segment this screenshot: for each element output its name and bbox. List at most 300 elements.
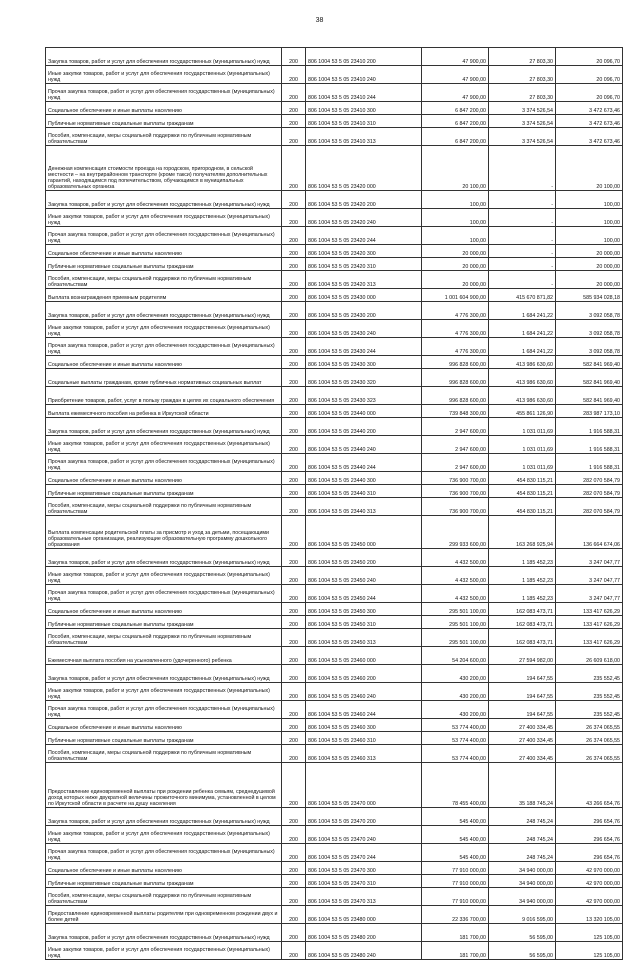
row-remainder-cell: 100,00 (556, 191, 623, 209)
row-code-cell: 200 (282, 732, 306, 745)
row-executed-cell: - (489, 146, 556, 191)
row-kbk-cell: 806 1004 53 5 05 23430 240 (306, 320, 422, 338)
row-name-cell: Публичные нормативные социальные выплаты гражданам (46, 875, 282, 888)
row-remainder-cell: 3 472 673,46 (556, 102, 623, 115)
row-code-cell: 200 (282, 102, 306, 115)
row-assigned-cell: 22 336 700,00 (422, 906, 489, 924)
table-row (46, 498, 623, 516)
row-code-cell: 200 (282, 862, 306, 875)
row-executed-cell: 413 986 630,60 (489, 356, 556, 369)
row-assigned-cell: 2 947 600,00 (422, 436, 489, 454)
row-executed-cell: 455 861 126,90 (489, 405, 556, 418)
row-remainder-cell: 3 247 047,77 (556, 549, 623, 567)
row-assigned-cell: 6 847 200,00 (422, 128, 489, 146)
row-assigned-cell: 78 455 400,00 (422, 763, 489, 808)
row-remainder-cell: 42 970 000,00 (556, 888, 623, 906)
row-name-cell: Пособия, компенсации, меры социальной поддержки по публичным нормативным обязательствам (46, 888, 282, 906)
row-name-cell: Закупка товаров, работ и услуг для обеспечения государственных (муниципальных) нужд (46, 665, 282, 683)
row-code-cell: 200 (282, 387, 306, 405)
row-code-cell: 200 (282, 808, 306, 826)
row-kbk-cell: 806 1004 53 5 05 23450 200 (306, 549, 422, 567)
table-row (46, 862, 623, 875)
row-kbk-cell: 806 1004 53 5 05 23480 000 (306, 906, 422, 924)
row-name-cell: Социальное обеспечение и иные выплаты населению (46, 719, 282, 732)
row-name-cell: Закупка товаров, работ и услуг для обеспечения государственных (муниципальных) нужд (46, 418, 282, 436)
row-kbk-cell: 806 1004 53 5 05 23480 240 (306, 942, 422, 960)
row-assigned-cell: 2 947 600,00 (422, 418, 489, 436)
row-name-cell: Иные закупки товаров, работ и услуг для обеспечения государственных (муниципальных) нужд (46, 436, 282, 454)
row-remainder-cell: 100,00 (556, 227, 623, 245)
table-row (46, 191, 623, 209)
row-assigned-cell: 20 100,00 (422, 146, 489, 191)
row-remainder-cell: 20 096,70 (556, 48, 623, 66)
row-name-cell: Прочая закупка товаров, работ и услуг для обеспечения государственных (муниципальных) нужд (46, 227, 282, 245)
row-remainder-cell: 20 096,70 (556, 66, 623, 84)
row-kbk-cell: 806 1004 53 5 05 23480 200 (306, 924, 422, 942)
row-remainder-cell: 13 320 105,00 (556, 906, 623, 924)
row-kbk-cell: 806 1004 53 5 05 23450 240 (306, 567, 422, 585)
row-remainder-cell: 296 654,76 (556, 844, 623, 862)
table-row (46, 48, 623, 66)
row-assigned-cell: 4 776 300,00 (422, 320, 489, 338)
row-kbk-cell: 806 1004 53 5 05 23440 313 (306, 498, 422, 516)
row-name-cell: Пособия, компенсации, меры социальной поддержки по публичным нормативным обязательствам (46, 271, 282, 289)
row-kbk-cell: 806 1004 53 5 05 23430 320 (306, 369, 422, 387)
row-remainder-cell: 282 070 584,79 (556, 485, 623, 498)
row-name-cell: Закупка товаров, работ и услуг для обеспечения государственных (муниципальных) нужд (46, 191, 282, 209)
row-code-cell: 200 (282, 485, 306, 498)
row-remainder-cell: 136 664 674,06 (556, 516, 623, 549)
row-name-cell: Закупка товаров, работ и услуг для обеспечения государственных (муниципальных) нужд (46, 48, 282, 66)
table-row (46, 115, 623, 128)
row-kbk-cell: 806 1004 53 5 05 23410 310 (306, 115, 422, 128)
row-assigned-cell: 430 200,00 (422, 701, 489, 719)
row-kbk-cell: 806 1004 53 5 05 23420 310 (306, 258, 422, 271)
row-code-cell: 200 (282, 826, 306, 844)
row-kbk-cell: 806 1004 53 5 05 23420 000 (306, 146, 422, 191)
row-kbk-cell: 806 1004 53 5 05 23410 240 (306, 66, 422, 84)
row-kbk-cell: 806 1004 53 5 05 23450 310 (306, 616, 422, 629)
row-kbk-cell: 806 1004 53 5 05 23430 300 (306, 356, 422, 369)
table-row (46, 271, 623, 289)
row-executed-cell: 1 031 011,69 (489, 418, 556, 436)
table-row (46, 647, 623, 665)
row-remainder-cell: 43 266 654,76 (556, 763, 623, 808)
row-code-cell: 200 (282, 146, 306, 191)
row-code-cell: 200 (282, 942, 306, 960)
table-row (46, 227, 623, 245)
table-row (46, 567, 623, 585)
row-executed-cell: 415 670 871,82 (489, 289, 556, 302)
row-code-cell: 200 (282, 191, 306, 209)
row-assigned-cell: 47 900,00 (422, 66, 489, 84)
row-assigned-cell: 53 774 400,00 (422, 732, 489, 745)
row-name-cell: Выплата ежемесячного пособия на ребенка в Иркутской области (46, 405, 282, 418)
row-executed-cell: 248 745,24 (489, 808, 556, 826)
row-executed-cell: 1 185 452,23 (489, 585, 556, 603)
row-kbk-cell: 806 1004 53 5 05 23470 200 (306, 808, 422, 826)
row-executed-cell: 34 940 000,00 (489, 888, 556, 906)
row-kbk-cell: 806 1004 53 5 05 23460 200 (306, 665, 422, 683)
row-executed-cell: 454 830 115,21 (489, 498, 556, 516)
row-kbk-cell: 806 1004 53 5 05 23470 240 (306, 826, 422, 844)
row-executed-cell: 454 830 115,21 (489, 472, 556, 485)
row-name-cell: Выплата вознаграждения приемным родителям (46, 289, 282, 302)
row-code-cell: 200 (282, 629, 306, 647)
row-executed-cell: - (489, 271, 556, 289)
row-remainder-cell: 1 916 588,31 (556, 436, 623, 454)
row-executed-cell: 1 031 011,69 (489, 436, 556, 454)
row-assigned-cell: 77 910 000,00 (422, 875, 489, 888)
row-name-cell: Закупка товаров, работ и услуг для обеспечения государственных (муниципальных) нужд (46, 924, 282, 942)
row-kbk-cell: 806 1004 53 5 05 23420 313 (306, 271, 422, 289)
row-kbk-cell: 806 1004 53 5 05 23410 200 (306, 48, 422, 66)
row-kbk-cell: 806 1004 53 5 05 23450 000 (306, 516, 422, 549)
row-assigned-cell: 53 774 400,00 (422, 745, 489, 763)
row-kbk-cell: 806 1004 53 5 05 23470 000 (306, 763, 422, 808)
row-kbk-cell: 806 1004 53 5 05 23430 323 (306, 387, 422, 405)
row-code-cell: 200 (282, 585, 306, 603)
row-remainder-cell: 296 654,76 (556, 808, 623, 826)
row-remainder-cell: 26 374 065,55 (556, 732, 623, 745)
row-code-cell: 200 (282, 906, 306, 924)
row-executed-cell: 413 986 630,60 (489, 369, 556, 387)
row-executed-cell: 27 803,30 (489, 84, 556, 102)
row-assigned-cell: 545 400,00 (422, 808, 489, 826)
row-code-cell: 200 (282, 436, 306, 454)
row-kbk-cell: 806 1004 53 5 05 23460 310 (306, 732, 422, 745)
table-row (46, 84, 623, 102)
row-code-cell: 200 (282, 875, 306, 888)
row-remainder-cell: 235 552,45 (556, 701, 623, 719)
row-remainder-cell: 1 916 588,31 (556, 454, 623, 472)
row-remainder-cell: 20 000,00 (556, 245, 623, 258)
row-assigned-cell: 295 501 100,00 (422, 603, 489, 616)
row-assigned-cell: 739 848 300,00 (422, 405, 489, 418)
row-remainder-cell: 3 092 058,78 (556, 338, 623, 356)
row-executed-cell: 162 083 473,71 (489, 616, 556, 629)
row-remainder-cell: 1 916 588,31 (556, 418, 623, 436)
row-name-cell: Предоставление единовременной выплаты родителям при одновременном рождении двух и более детей (46, 906, 282, 924)
row-remainder-cell: 42 970 000,00 (556, 862, 623, 875)
row-executed-cell: 1 031 011,69 (489, 454, 556, 472)
row-code-cell: 200 (282, 405, 306, 418)
row-assigned-cell: 100,00 (422, 209, 489, 227)
row-executed-cell: 1 185 452,23 (489, 567, 556, 585)
row-name-cell: Пособия, компенсации, меры социальной поддержки по публичным нормативным обязательствам (46, 745, 282, 763)
row-kbk-cell: 806 1004 53 5 05 23460 244 (306, 701, 422, 719)
row-executed-cell: 3 374 526,54 (489, 115, 556, 128)
row-executed-cell: - (489, 227, 556, 245)
row-code-cell: 200 (282, 719, 306, 732)
table-row (46, 302, 623, 320)
row-executed-cell: 248 745,24 (489, 844, 556, 862)
row-kbk-cell: 806 1004 53 5 05 23440 200 (306, 418, 422, 436)
row-executed-cell: 162 083 473,71 (489, 603, 556, 616)
row-name-cell: Прочая закупка товаров, работ и услуг для обеспечения государственных (муниципальных) нужд (46, 844, 282, 862)
row-code-cell: 200 (282, 115, 306, 128)
row-kbk-cell: 806 1004 53 5 05 23440 300 (306, 472, 422, 485)
row-remainder-cell: 133 417 626,29 (556, 616, 623, 629)
row-code-cell: 200 (282, 258, 306, 271)
row-assigned-cell: 4 432 500,00 (422, 549, 489, 567)
row-remainder-cell: 3 472 673,46 (556, 128, 623, 146)
row-name-cell: Приобретение товаров, работ, услуг в пользу граждан в целях их социального обеспечения (46, 387, 282, 405)
row-assigned-cell: 53 774 400,00 (422, 719, 489, 732)
row-executed-cell: 163 268 925,94 (489, 516, 556, 549)
row-assigned-cell: 736 900 700,00 (422, 485, 489, 498)
table-row (46, 454, 623, 472)
row-assigned-cell: 20 000,00 (422, 258, 489, 271)
row-remainder-cell: 283 987 173,10 (556, 405, 623, 418)
row-remainder-cell: 3 472 673,46 (556, 115, 623, 128)
row-code-cell: 200 (282, 549, 306, 567)
table-row (46, 906, 623, 924)
row-name-cell: Прочая закупка товаров, работ и услуг для обеспечения государственных (муниципальных) нужд (46, 338, 282, 356)
row-assigned-cell: 430 200,00 (422, 683, 489, 701)
table-row (46, 146, 623, 191)
row-name-cell: Публичные нормативные социальные выплаты гражданам (46, 732, 282, 745)
table-row (46, 387, 623, 405)
row-name-cell: Прочая закупка товаров, работ и услуг для обеспечения государственных (муниципальных) нужд (46, 454, 282, 472)
row-remainder-cell: 582 841 969,40 (556, 356, 623, 369)
row-executed-cell: 1 185 452,23 (489, 549, 556, 567)
row-code-cell: 200 (282, 271, 306, 289)
row-assigned-cell: 54 204 600,00 (422, 647, 489, 665)
table-row (46, 405, 623, 418)
row-name-cell: Социальные выплаты гражданам, кроме публичных нормативных социальных выплат (46, 369, 282, 387)
row-executed-cell: 1 684 241,22 (489, 338, 556, 356)
table-row (46, 128, 623, 146)
row-remainder-cell: 282 070 584,79 (556, 498, 623, 516)
row-executed-cell: 27 594 982,00 (489, 647, 556, 665)
row-executed-cell: 27 803,30 (489, 48, 556, 66)
row-kbk-cell: 806 1004 53 5 05 23440 240 (306, 436, 422, 454)
row-remainder-cell: 125 105,00 (556, 924, 623, 942)
row-code-cell: 200 (282, 369, 306, 387)
row-remainder-cell: 42 970 000,00 (556, 875, 623, 888)
row-name-cell: Прочая закупка товаров, работ и услуг для обеспечения государственных (муниципальных) нужд (46, 84, 282, 102)
row-kbk-cell: 806 1004 53 5 05 23450 244 (306, 585, 422, 603)
table-row (46, 356, 623, 369)
row-code-cell: 200 (282, 603, 306, 616)
row-executed-cell: - (489, 191, 556, 209)
row-name-cell: Закупка товаров, работ и услуг для обеспечения государственных (муниципальных) нужд (46, 302, 282, 320)
row-kbk-cell: 806 1004 53 5 05 23420 240 (306, 209, 422, 227)
row-assigned-cell: 6 847 200,00 (422, 102, 489, 115)
row-kbk-cell: 806 1004 53 5 05 23440 310 (306, 485, 422, 498)
row-assigned-cell: 20 000,00 (422, 271, 489, 289)
table-row (46, 209, 623, 227)
row-kbk-cell: 806 1004 53 5 05 23470 310 (306, 875, 422, 888)
row-code-cell: 200 (282, 245, 306, 258)
row-assigned-cell: 299 933 600,00 (422, 516, 489, 549)
table-row (46, 701, 623, 719)
row-kbk-cell: 806 1004 53 5 05 23410 300 (306, 102, 422, 115)
row-kbk-cell: 806 1004 53 5 05 23430 200 (306, 302, 422, 320)
row-kbk-cell: 806 1004 53 5 05 23460 313 (306, 745, 422, 763)
row-name-cell: Социальное обеспечение и иные выплаты населению (46, 245, 282, 258)
row-assigned-cell: 996 828 600,00 (422, 369, 489, 387)
row-executed-cell: 35 188 745,24 (489, 763, 556, 808)
row-assigned-cell: 736 900 700,00 (422, 472, 489, 485)
row-code-cell: 200 (282, 84, 306, 102)
table-row (46, 102, 623, 115)
row-kbk-cell: 806 1004 53 5 05 23420 200 (306, 191, 422, 209)
row-assigned-cell: 430 200,00 (422, 665, 489, 683)
row-executed-cell: 194 647,55 (489, 665, 556, 683)
row-code-cell: 200 (282, 701, 306, 719)
table-row (46, 66, 623, 84)
row-code-cell: 200 (282, 616, 306, 629)
row-name-cell: Прочая закупка товаров, работ и услуг для обеспечения государственных (муниципальных) нужд (46, 701, 282, 719)
table-row (46, 826, 623, 844)
row-assigned-cell: 77 910 000,00 (422, 888, 489, 906)
row-name-cell: Публичные нормативные социальные выплаты гражданам (46, 115, 282, 128)
row-kbk-cell: 806 1004 53 5 05 23410 313 (306, 128, 422, 146)
table-row (46, 418, 623, 436)
row-kbk-cell: 806 1004 53 5 05 23450 300 (306, 603, 422, 616)
table-row (46, 888, 623, 906)
row-executed-cell: 34 940 000,00 (489, 875, 556, 888)
row-assigned-cell: 6 847 200,00 (422, 115, 489, 128)
row-name-cell: Публичные нормативные социальные выплаты гражданам (46, 258, 282, 271)
row-name-cell: Предоставление единовременной выплаты при рождении ребенка семьям, среднедушевой доход которых ниже двукратной величины прожиточного минимума, установленной в целом по Иркутской области в расчете на душу населения (46, 763, 282, 808)
row-name-cell: Социальное обеспечение и иные выплаты населению (46, 356, 282, 369)
row-remainder-cell: 125 105,00 (556, 942, 623, 960)
table-row (46, 924, 623, 942)
row-remainder-cell: 235 552,45 (556, 683, 623, 701)
row-code-cell: 200 (282, 567, 306, 585)
row-code-cell: 200 (282, 683, 306, 701)
row-remainder-cell: 133 417 626,29 (556, 629, 623, 647)
row-remainder-cell: 3 092 058,78 (556, 302, 623, 320)
table-row (46, 289, 623, 302)
row-executed-cell: - (489, 245, 556, 258)
row-kbk-cell: 806 1004 53 5 05 23470 313 (306, 888, 422, 906)
budget-table (45, 47, 623, 960)
row-code-cell: 200 (282, 66, 306, 84)
row-executed-cell: 27 400 334,45 (489, 745, 556, 763)
row-remainder-cell: 20 000,00 (556, 258, 623, 271)
row-remainder-cell: 582 841 969,40 (556, 387, 623, 405)
table-row (46, 808, 623, 826)
row-name-cell: Закупка товаров, работ и услуг для обеспечения государственных (муниципальных) нужд (46, 549, 282, 567)
row-assigned-cell: 996 828 600,00 (422, 356, 489, 369)
row-name-cell: Пособия, компенсации, меры социальной поддержки по публичным нормативным обязательствам (46, 498, 282, 516)
row-remainder-cell: 26 374 065,55 (556, 719, 623, 732)
row-kbk-cell: 806 1004 53 5 05 23430 000 (306, 289, 422, 302)
table-row (46, 719, 623, 732)
row-code-cell: 200 (282, 418, 306, 436)
row-remainder-cell: 20 100,00 (556, 146, 623, 191)
table-row (46, 338, 623, 356)
row-assigned-cell: 100,00 (422, 191, 489, 209)
row-remainder-cell: 296 654,76 (556, 826, 623, 844)
table-row (46, 629, 623, 647)
row-code-cell: 200 (282, 647, 306, 665)
row-name-cell: Публичные нормативные социальные выплаты гражданам (46, 616, 282, 629)
row-code-cell: 200 (282, 128, 306, 146)
row-assigned-cell: 1 001 604 900,00 (422, 289, 489, 302)
row-name-cell: Ежемесячная выплата пособия на усыновленного (удочеренного) ребенка (46, 647, 282, 665)
row-assigned-cell: 736 900 700,00 (422, 498, 489, 516)
row-executed-cell: 3 374 526,54 (489, 128, 556, 146)
row-code-cell: 200 (282, 320, 306, 338)
row-executed-cell: 162 083 473,71 (489, 629, 556, 647)
row-executed-cell: 454 830 115,21 (489, 485, 556, 498)
row-kbk-cell: 806 1004 53 5 05 23450 313 (306, 629, 422, 647)
table-row (46, 844, 623, 862)
row-assigned-cell: 47 900,00 (422, 48, 489, 66)
row-code-cell: 200 (282, 745, 306, 763)
row-remainder-cell: 3 247 047,77 (556, 585, 623, 603)
row-executed-cell: 413 986 630,60 (489, 387, 556, 405)
row-name-cell: Иные закупки товаров, работ и услуг для обеспечения государственных (муниципальных) нужд (46, 683, 282, 701)
row-remainder-cell: 133 417 626,29 (556, 603, 623, 616)
row-name-cell: Пособия, компенсации, меры социальной поддержки по публичным нормативным обязательствам (46, 128, 282, 146)
row-name-cell: Социальное обеспечение и иные выплаты населению (46, 603, 282, 616)
row-code-cell: 200 (282, 498, 306, 516)
row-remainder-cell: 20 096,70 (556, 84, 623, 102)
table-row (46, 875, 623, 888)
row-kbk-cell: 806 1004 53 5 05 23470 300 (306, 862, 422, 875)
page-number: 38 (315, 17, 324, 24)
row-name-cell: Иные закупки товаров, работ и услуг для обеспечения государственных (муниципальных) нужд (46, 209, 282, 227)
table-row (46, 942, 623, 960)
table-row (46, 485, 623, 498)
row-executed-cell: 9 016 595,00 (489, 906, 556, 924)
row-code-cell: 200 (282, 454, 306, 472)
table-row (46, 369, 623, 387)
row-assigned-cell: 181 700,00 (422, 942, 489, 960)
row-code-cell: 200 (282, 924, 306, 942)
row-name-cell: Пособия, компенсации, меры социальной поддержки по публичным нормативным обязательствам (46, 629, 282, 647)
row-assigned-cell: 996 828 600,00 (422, 387, 489, 405)
table-row (46, 258, 623, 271)
row-kbk-cell: 806 1004 53 5 05 23410 244 (306, 84, 422, 102)
row-assigned-cell: 295 501 100,00 (422, 616, 489, 629)
row-name-cell: Иные закупки товаров, работ и услуг для обеспечения государственных (муниципальных) нужд (46, 567, 282, 585)
row-name-cell: Иные закупки товаров, работ и услуг для обеспечения государственных (муниципальных) нужд (46, 942, 282, 960)
row-kbk-cell: 806 1004 53 5 05 23420 244 (306, 227, 422, 245)
row-executed-cell: 27 803,30 (489, 66, 556, 84)
row-code-cell: 200 (282, 844, 306, 862)
row-name-cell: Иные закупки товаров, работ и услуг для обеспечения государственных (муниципальных) нужд (46, 320, 282, 338)
table-row (46, 683, 623, 701)
row-name-cell: Денежная компенсация стоимости проезда на городском, пригородном, в сельской местности – на внутрирайонном транспорте (кроме такси) получателям дополнительных гарантий, находящимся под попечительством, обучающимся в муниципальных образовательных организа (46, 146, 282, 191)
row-assigned-cell: 545 400,00 (422, 826, 489, 844)
table-row (46, 732, 623, 745)
row-assigned-cell: 295 501 100,00 (422, 629, 489, 647)
row-remainder-cell: 26 374 065,55 (556, 745, 623, 763)
row-code-cell: 200 (282, 356, 306, 369)
row-kbk-cell: 806 1004 53 5 05 23460 000 (306, 647, 422, 665)
row-kbk-cell: 806 1004 53 5 05 23460 300 (306, 719, 422, 732)
table-row (46, 763, 623, 808)
row-code-cell: 200 (282, 227, 306, 245)
table-row (46, 665, 623, 683)
row-executed-cell: - (489, 209, 556, 227)
row-executed-cell: 56 595,00 (489, 942, 556, 960)
table-row (46, 516, 623, 549)
row-kbk-cell: 806 1004 53 5 05 23430 244 (306, 338, 422, 356)
row-executed-cell: 1 684 241,22 (489, 320, 556, 338)
row-remainder-cell: 3 247 047,77 (556, 567, 623, 585)
row-name-cell: Закупка товаров, работ и услуг для обеспечения государственных (муниципальных) нужд (46, 808, 282, 826)
row-assigned-cell: 545 400,00 (422, 844, 489, 862)
row-assigned-cell: 20 000,00 (422, 245, 489, 258)
